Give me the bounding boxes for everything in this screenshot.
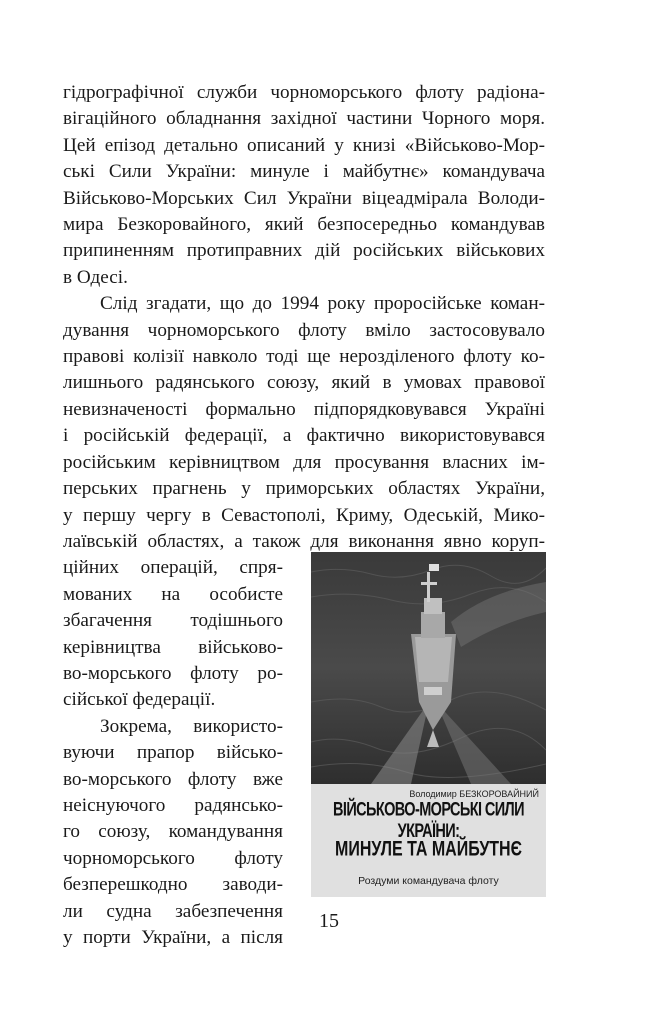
- text-line: і російській федерації, а фактично використовувався: [63, 425, 545, 447]
- text-line: лаївській областях, а також для виконання явно коруп-: [63, 530, 545, 552]
- text-line: лишнього радянського союзу, який в умовах правової: [63, 372, 545, 394]
- cover-subtitle: Роздуми командувача флоту: [358, 875, 499, 887]
- text-line: у першу чергу в Севастополі, Криму, Одеській, Мико-: [63, 504, 545, 526]
- text-line: ційних операцій, спря-: [63, 557, 283, 579]
- text-line: мованих на особисте: [63, 583, 283, 605]
- text-line: ли судна забезпечення: [63, 900, 283, 922]
- text-line: припиненням протиправних дій російських військових: [63, 240, 545, 262]
- text-line: чорноморського флоту: [63, 847, 283, 869]
- text-line: керівництва військово-: [63, 636, 283, 658]
- text-line: Зокрема, використо-: [100, 715, 283, 737]
- text-line: Військово-Морських Сил України віцеадмірала Володи-: [63, 187, 545, 209]
- text-line: го союзу, командування: [63, 821, 283, 843]
- cover-title-line2: МИНУЛЕ ТА МАЙБУТНЄ: [335, 837, 522, 861]
- text-line: гідрографічної служби чорноморського флоту радіона-: [63, 82, 545, 103]
- text-line: ські Сили України: минуле і майбутнє» командувача: [63, 161, 545, 183]
- text-line: во-морського флоту ро-: [63, 662, 283, 684]
- text-line: неіснуючого радянсько-: [63, 794, 283, 816]
- text-line: вігаційного обладнання західної частини Чорного моря.: [63, 108, 545, 130]
- text-line: збагачення тодішнього: [63, 610, 283, 632]
- text-line: сійської федерації.: [63, 689, 216, 711]
- text-line: вуючи прапор військо-: [63, 742, 283, 764]
- book-cover-image: [311, 552, 546, 897]
- text-line: безперешкодно заводи-: [63, 874, 283, 896]
- warship-photo: [311, 552, 546, 784]
- text-line: в Одесі.: [63, 266, 128, 288]
- text-line: мира Безкоровайного, який безпосередньо командував: [63, 214, 545, 236]
- text-line: правові колізії навколо тоді ще нерозділеного флоту ко-: [63, 346, 545, 368]
- text-line: перських прагнень у приморських областях України,: [63, 478, 545, 500]
- text-line: Слід згадати, що до 1994 року проросійське коман-: [100, 293, 545, 315]
- cover-title-line1: ВІЙСЬКОВО-МОРСЬКІ СИЛИ УКРАЇНИ:: [333, 799, 524, 843]
- text-line: во-морського флоту вже: [63, 768, 283, 790]
- text-line: у порти України, а після: [63, 927, 283, 948]
- text-line: дування чорноморського флоту вміло застосовувало: [63, 319, 545, 341]
- text-line: невизначеності формально підпорядковувався Україні: [63, 398, 545, 420]
- page-number: 15: [319, 910, 339, 932]
- text-line: Цей епізод детально описаний у книзі «Військово-Мор-: [63, 134, 545, 156]
- text-line: російським керівництвом для просування власних ім-: [63, 451, 545, 473]
- cover-author: Володимир БЕЗКОРОВАЙНИЙ: [409, 789, 539, 799]
